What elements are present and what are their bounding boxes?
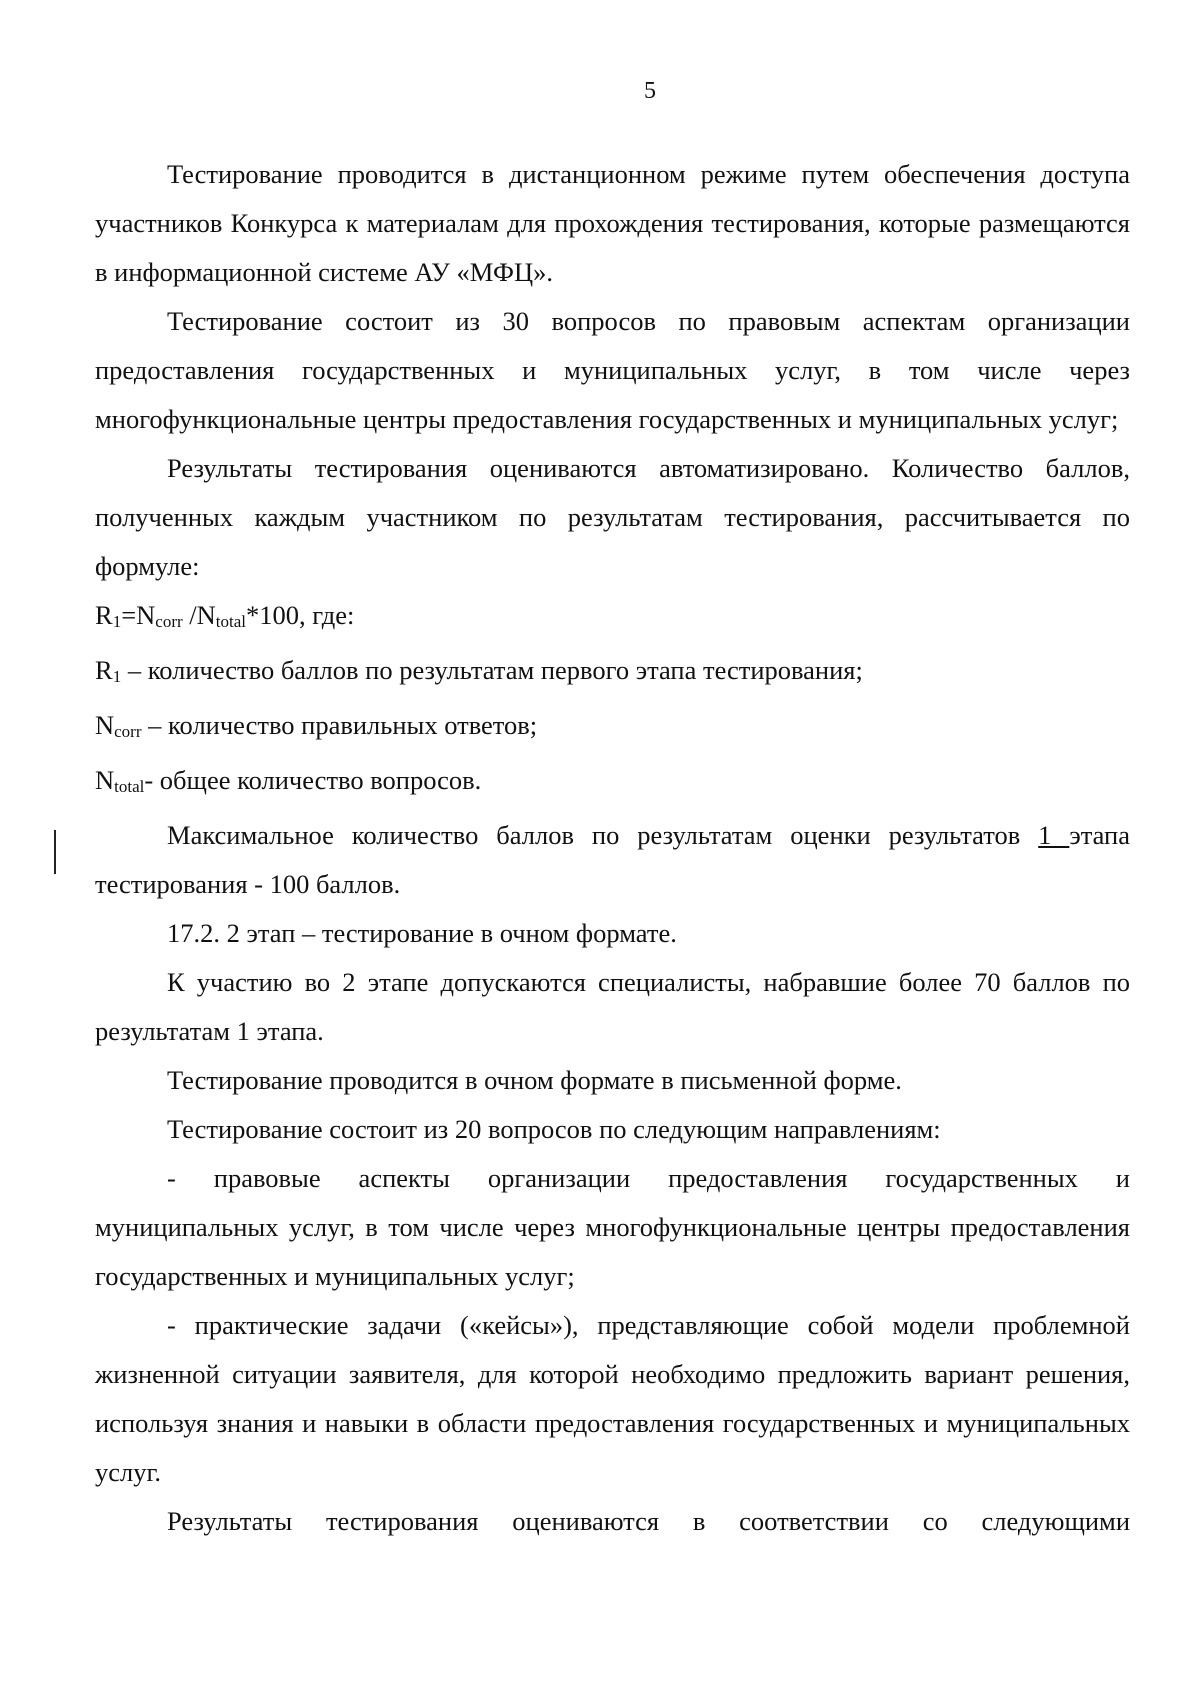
formula-tail: *100, где: [246,600,355,630]
definition-ntotal-text: - общее количество вопросов. [144,765,482,795]
list-item-practical-cases: - практические задачи («кейсы»), представляющие собой модели проблемной жизненной ситуации заявителя, для которой необходимо предложить вариант решения, используя знания и навыки в области предоставления государственных и муниципальных услуг. [95,1310,1130,1487]
paragraph-stage-2-format: Тестирование проводится в очном формате в письменной форме. [167,1065,902,1095]
definition-ncorr-subscript: corr [114,722,142,741]
definition-r1 [95,646,1130,701]
margin-change-bar [54,830,56,874]
page-number: 5 [644,78,656,104]
definition-r1-text: – количество баллов по результатам первого этапа тестирования; [121,655,863,685]
stage-2-heading: 17.2. 2 этап – тестирование в очном формате. [167,918,677,948]
paragraph-stage-2-questions: Тестирование состоит из 20 вопросов по следующим направлениям: [167,1114,941,1144]
definition-ncorr-text: – количество правильных ответов; [141,710,538,740]
formula-corr-subscript: corr [155,612,183,631]
formula-total-subscript: total [215,612,246,631]
paragraph-remote-testing: Тестирование проводится в дистанционном режиме путем обеспечения доступа участников Конкурса к материалам для прохождения тестирования, которые размещаются в информационной системе АУ «МФЦ». [95,159,1130,287]
definition-ntotal [95,756,1130,811]
max-score-stage-number: 1 [1038,820,1070,850]
formula-r-subscript: 1 [112,612,122,631]
list-item-legal-aspects: - правовые аспекты организации предоставления государственных и муниципальных услуг, в том числе через многофункциональные центры предоставления государственных и муниципальных услуг; [95,1163,1130,1291]
paragraph-results-evaluation: Результаты тестирования оцениваются автоматизировано. Количество баллов, полученных каждым участником по результатам тестирования, рассчитывается по формуле: [95,453,1130,581]
max-score-before: Максимальное количество баллов по результатам оценки результатов [167,820,1039,850]
formula-eq: =N [121,600,156,630]
paragraph-results-criteria: Результаты тестирования оцениваются в соответствии со следующими [167,1506,1130,1536]
formula-r: R [95,600,113,630]
definition-ncorr [95,701,1130,756]
definition-r1-symbol: R [95,655,113,685]
max-score-after: этапа тестирования - 100 баллов. [95,820,1130,899]
formula-slash: /N [182,600,216,630]
definition-ntotal-subscript: total [114,777,145,796]
paragraph-stage-2-admission: К участию во 2 этапе допускаются специалисты, набравшие более 70 баллов по результатам 1 этапа. [95,967,1130,1046]
paragraph-test-content: Тестирование состоит из 30 вопросов по правовым аспектам организации предоставления государственных и муниципальных услуг, в том числе через многофункциональные центры предоставления государственных и муниципальных услуг; [95,306,1130,434]
definition-ncorr-symbol: N [95,710,115,740]
definition-ntotal-symbol: N [95,765,115,795]
definition-r1-subscript: 1 [112,667,122,686]
score-formula [95,591,1130,646]
document-body [95,150,1130,1546]
paragraph-max-score [95,811,1130,909]
